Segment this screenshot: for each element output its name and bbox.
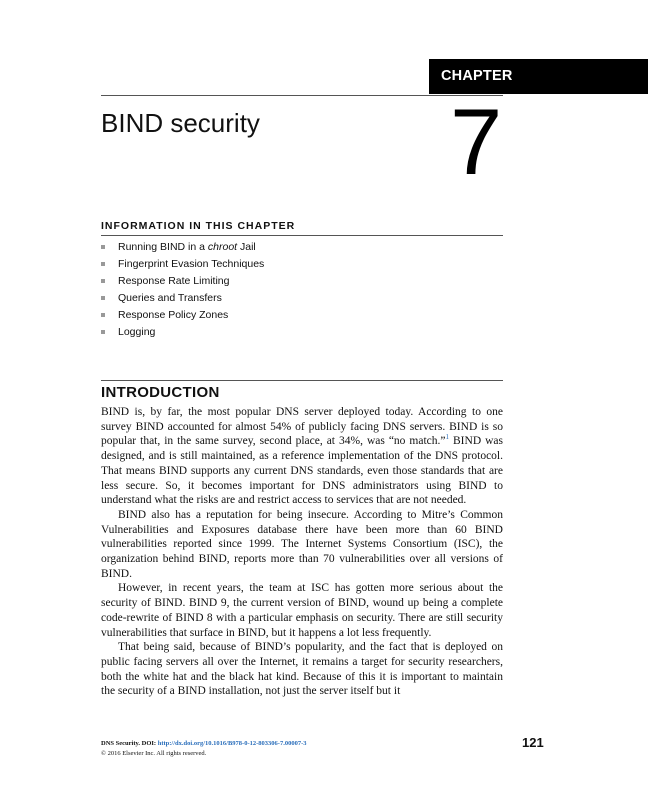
info-item-text: Queries and Transfers xyxy=(118,292,222,304)
footnote-ref[interactable]: 1 xyxy=(445,433,450,442)
info-item-text: Logging xyxy=(118,326,156,338)
info-item-text: Response Rate Limiting xyxy=(118,275,230,287)
copyright: © 2016 Elsevier Inc. All rights reserved. xyxy=(101,750,207,757)
info-divider xyxy=(101,235,503,236)
info-heading: INFORMATION IN THIS CHAPTER xyxy=(101,220,296,232)
info-item xyxy=(101,273,264,290)
body-text xyxy=(101,405,503,699)
info-list xyxy=(101,239,264,341)
doi-link[interactable]: http://dx.doi.org/10.1016/B978-0-12-803306-7.00007-3 xyxy=(157,740,307,747)
chapter-label: CHAPTER xyxy=(429,59,648,94)
bullet-icon xyxy=(101,313,105,317)
paragraph-2: BIND also has a reputation for being insecure. According to Mitre’s Common Vulnerabilities and Exposures database there have been more than 60 BIND vulnerabilities reported since 1999. The Internet Systems Consortium (ISC), the organization behind BIND, reports more than 70 vulnerabilities over all versions of BIND. xyxy=(101,508,503,580)
bullet-icon xyxy=(101,296,105,300)
bullet-icon xyxy=(101,245,105,249)
chapter-number: 7 xyxy=(450,89,503,194)
paragraph-1: BIND is, by far, the most popular DNS server deployed today. According to one survey BIND accounted for almost 54% of publicly facing DNS servers. BIND is so popular that, in the same survey, second place, at 34%, was “no match.”$^1$ BIND was designed, and is still maintained, as a reference implementation of the DNS protocol. That means BIND supports any current DNS standards, even those standards that are less secure. So, it becomes important for DNS administrators using BIND to understand what the risks are and restrict access to services that are not needed. xyxy=(101,406,504,507)
section-heading: INTRODUCTION xyxy=(101,384,220,401)
info-item xyxy=(101,324,264,341)
bullet-icon xyxy=(101,279,105,283)
info-item xyxy=(101,239,264,256)
paragraph-3: However, in recent years, the team at ISC has gotten more serious about the security of BIND. BIND 9, the current version of BIND, wound up being a complete code-rewrite of BIND 8 with a particular emphasis on security. There are still security vulnerabilities that surface in BIND, but it happens a lot less frequently. xyxy=(101,582,503,639)
info-item-text: Fingerprint Evasion Techniques xyxy=(118,258,265,270)
info-item-emphasis: chroot xyxy=(207,241,238,253)
bullet-icon xyxy=(101,330,105,334)
info-item-text-suffix: Jail xyxy=(237,241,256,253)
bullet-icon xyxy=(101,262,105,266)
title-divider xyxy=(101,95,503,96)
info-item-text: Response Policy Zones xyxy=(118,309,229,321)
page-number: 121 xyxy=(522,735,544,750)
info-item xyxy=(101,256,264,273)
chapter-title: BIND security xyxy=(101,108,260,138)
info-item-text: Running BIND in a xyxy=(118,241,208,253)
paragraph-4: That being said, because of BIND’s popularity, and the fact that is deployed on public facing servers all over the Internet, it remains a target for security researchers, both the white hat and the black hat kind. Because of this it is important to maintain the security of a BIND installation, not just the server itself but it xyxy=(101,641,503,698)
intro-divider xyxy=(101,380,503,381)
info-item xyxy=(101,290,264,307)
info-item xyxy=(101,307,264,324)
footer xyxy=(101,739,503,759)
doi-line xyxy=(101,739,503,749)
doi-label: DNS Security. DOI: xyxy=(101,740,158,747)
